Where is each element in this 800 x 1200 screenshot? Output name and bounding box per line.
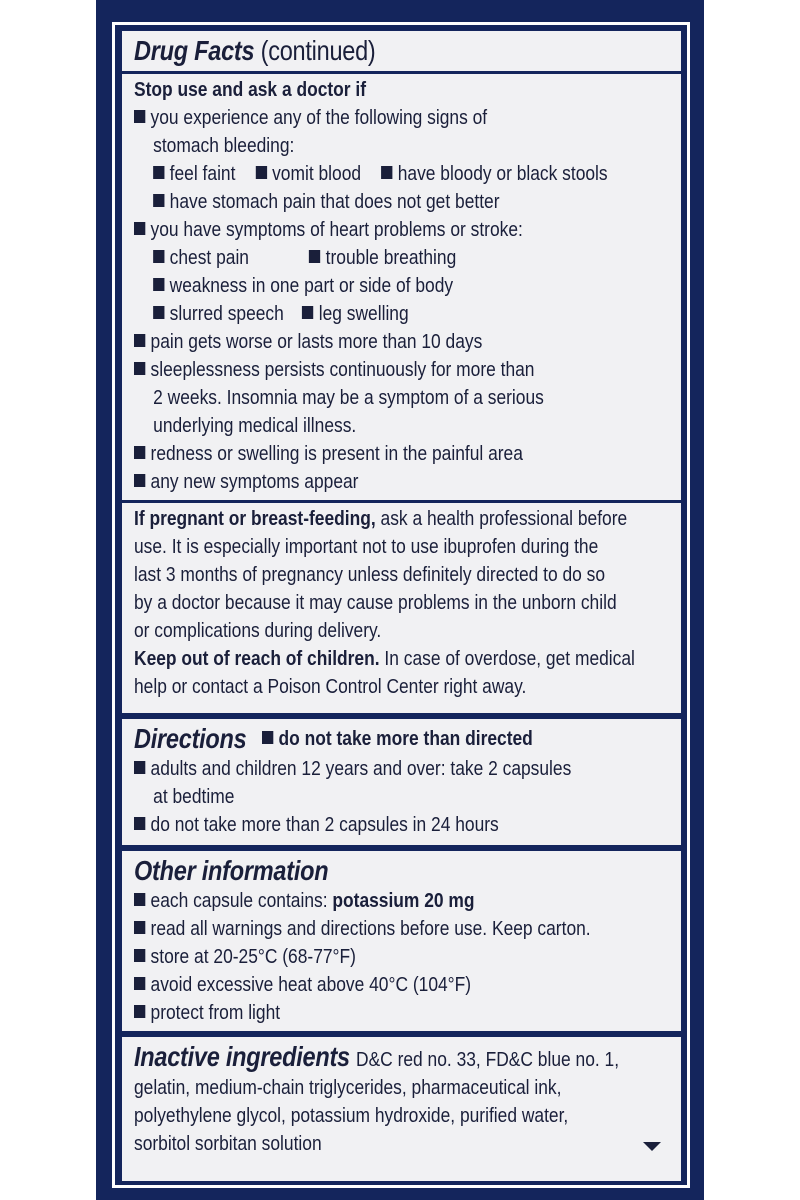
bullet-square-icon	[134, 362, 145, 375]
list-item: you have symptoms of heart problems or stroke:	[134, 216, 601, 244]
divider	[122, 71, 681, 74]
directions-warning: do not take more than directed	[262, 725, 533, 753]
bullet-square-icon	[134, 949, 145, 962]
pregnant-paragraph-line: last 3 months of pregnancy unless definitely directed to do so	[134, 564, 606, 586]
sub-list-row: weakness in one part or side of body	[134, 272, 601, 300]
bullet-square-icon	[309, 250, 320, 263]
drug-facts-title-text: Drug Facts	[134, 35, 255, 66]
inactive-ingredients-panel	[119, 1034, 684, 1184]
list-item-continued: stomach bleeding:	[153, 135, 295, 157]
inactive-ingredients-title: Inactive ingredients	[134, 1041, 350, 1072]
list-item: pain gets worse or lasts more than 10 days	[134, 328, 601, 356]
inactive-ingredients-line: polyethylene glycol, potassium hydroxide, purified water,	[134, 1105, 569, 1127]
keep-out-line: help or contact a Poison Control Center right away.	[134, 676, 527, 698]
bullet-square-icon	[134, 761, 145, 774]
directions-title: Directions	[134, 723, 247, 754]
inactive-ingredients-line: sorbitol sorbitan solution	[134, 1133, 322, 1155]
bullet-square-icon	[153, 166, 164, 179]
bullet-square-icon	[256, 166, 267, 179]
pregnant-paragraph-line: If pregnant or breast-feeding, ask a health professional before	[134, 508, 628, 530]
list-item: protect from light	[134, 999, 601, 1027]
list-item: avoid excessive heat above 40°C (104°F)	[134, 971, 601, 999]
drug-facts-panel	[119, 28, 684, 716]
bullet-square-icon	[134, 334, 145, 347]
list-item: redness or swelling is present in the painful area	[134, 440, 601, 468]
bullet-square-icon	[134, 893, 145, 906]
drug-facts-title	[134, 35, 585, 67]
list-item: you experience any of the following signs of	[134, 104, 601, 132]
bullet-square-icon	[134, 110, 145, 123]
sub-list-row: have stomach pain that does not get better	[134, 188, 601, 216]
bullet-square-icon	[381, 166, 392, 179]
sub-list-row: feel faint vomit blood have bloody or black stools	[134, 160, 601, 188]
list-item: adults and children 12 years and over: take 2 capsules	[134, 755, 601, 783]
drug-facts-continued: (continued)	[260, 35, 376, 66]
sub-list-row: chest pain trouble breathing	[134, 244, 601, 272]
directions-panel	[119, 716, 684, 848]
bullet-square-icon	[134, 1005, 145, 1018]
bullet-square-icon	[134, 977, 145, 990]
pregnant-paragraph-line: or complications during delivery.	[134, 620, 382, 642]
keep-out-line: Keep out of reach of children. In case of overdose, get medical	[134, 648, 635, 670]
bullet-square-icon	[134, 474, 145, 487]
list-item-continued: at bedtime	[153, 786, 235, 808]
keep-out-label: Keep out of reach of children.	[134, 648, 380, 670]
bullet-square-icon	[153, 250, 164, 263]
pregnant-label: If pregnant or breast-feeding,	[134, 508, 376, 530]
stop-use-heading: Stop use and ask a doctor if	[134, 79, 367, 101]
bullet-square-icon	[262, 731, 273, 744]
list-item: sleeplessness persists continuously for more than	[134, 356, 601, 384]
pregnant-paragraph-line: by a doctor because it may cause problems in the unborn child	[134, 592, 617, 614]
inactive-ingredients-line: D&C red no. 33, FD&C blue no. 1,	[356, 1049, 620, 1071]
capsule-value: potassium 20 mg	[332, 890, 475, 912]
list-item-continued: 2 weeks. Insomnia may be a symptom of a serious	[153, 387, 544, 409]
bullet-square-icon	[134, 446, 145, 459]
divider	[122, 500, 681, 503]
bullet-square-icon	[134, 921, 145, 934]
list-item: read all warnings and directions before use. Keep carton.	[134, 915, 601, 943]
sub-list-row: slurred speech leg swelling	[134, 300, 601, 328]
list-item-continued: underlying medical illness.	[153, 415, 357, 437]
list-item: do not take more than 2 capsules in 24 hours	[134, 811, 601, 839]
list-item: store at 20-25°C (68-77°F)	[134, 943, 601, 971]
list-item: any new symptoms appear	[134, 468, 601, 496]
bullet-square-icon	[153, 306, 164, 319]
inactive-ingredients-line: gelatin, medium-chain triglycerides, pharmaceutical ink,	[134, 1077, 562, 1099]
bullet-square-icon	[134, 222, 145, 235]
bullet-square-icon	[153, 194, 164, 207]
bullet-square-icon	[134, 817, 145, 830]
bullet-square-icon	[153, 278, 164, 291]
other-information-title: Other information	[134, 855, 329, 886]
list-item: each capsule contains: potassium 20 mg	[134, 887, 601, 915]
pregnant-paragraph-line: use. It is especially important not to use ibuprofen during the	[134, 536, 599, 558]
bullet-square-icon	[302, 306, 313, 319]
other-information-panel	[119, 848, 684, 1034]
continued-arrow-icon	[643, 1142, 661, 1151]
